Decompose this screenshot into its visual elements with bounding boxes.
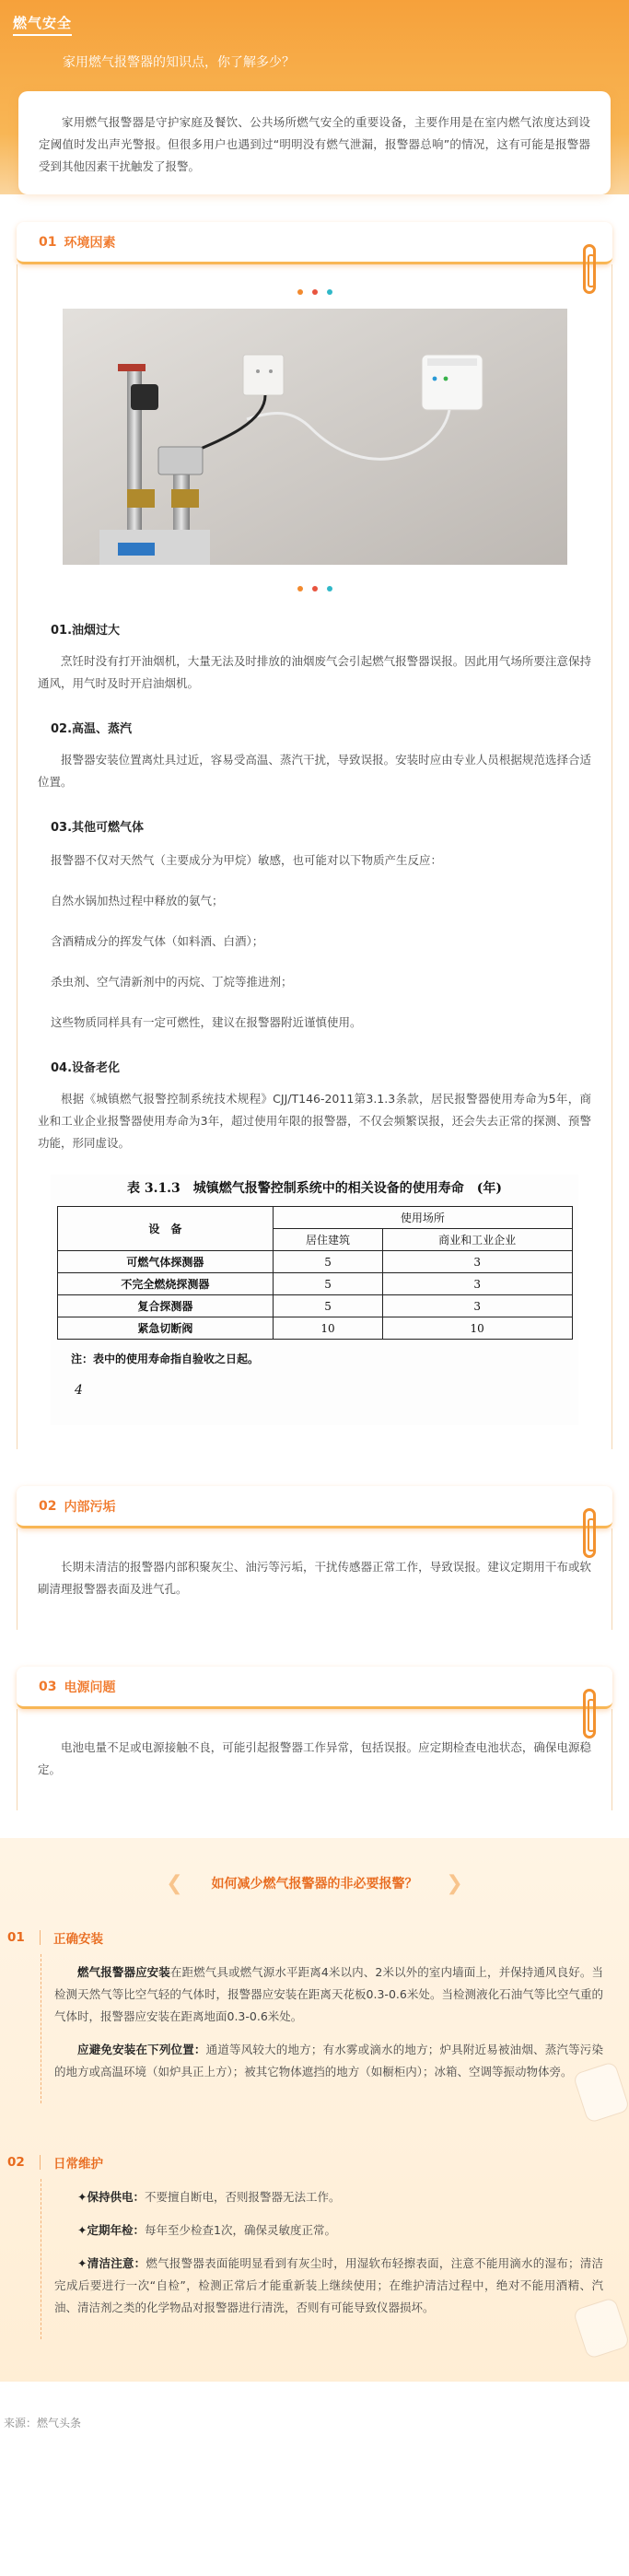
tip-body xyxy=(41,1954,612,2103)
table-header-biz: 商业和工业企业 xyxy=(382,1229,572,1251)
table-title: 表 3.1.3 城镇燃气报警控制系统中的相关设备的使用寿命 (年) xyxy=(126,1181,503,1196)
dots-divider xyxy=(38,283,591,299)
paragraph-heat-steam: 报警器安装位置离灶具过近，容易受高温、蒸汽干扰，导致误报。安装时应由专业人员根据规范选择合适位置。 xyxy=(38,753,591,789)
tip-paragraph xyxy=(54,2039,603,2083)
table-row xyxy=(57,1295,572,1317)
paragraph-aging: 根据《城镇燃气报警控制系统技术规程》CJJ/T146-2011第3.1.3条款，居民报警器使用寿命为5年，商业和工业企业报警器使用寿命为3年，超过使用年限的报警器，不仅会频繁误报，还会失去正常的探测、预警功能，形同虚设。 xyxy=(38,1092,591,1150)
table-cell: 3 xyxy=(382,1295,572,1317)
subheading-aging: 04.设备老化 xyxy=(51,1061,121,1075)
tip-paragraph xyxy=(54,2186,603,2208)
tip-text: 不要擅自断电，否则报警器无法工作。 xyxy=(144,2190,341,2204)
gas-list-item: 杀虫剂、空气清新剂中的丙烷、丁烷等推进剂； xyxy=(51,975,293,989)
table-note: 注：表中的使用寿命指自验收之日起。 xyxy=(71,1352,260,1365)
tip-bold-lead: 应避免安装在下列位置： xyxy=(77,2043,206,2056)
gas-list-item: 这些物质同样具有一定可燃性，建议在报警器附近谨慎使用。 xyxy=(51,1015,362,1029)
tip-text: 在距燃气具或燃气源水平距离4米以内、2米以外的室内墙面上，并保持通风良好。当检测天然气等比空气轻的气体时，报警器应安装在距离天花板0.3-0.6米处。当检测液化石油气等比空气重的气体时，报警器应安装在距离地面0.3-0.6米处。 xyxy=(54,1965,603,2023)
tip-paragraph xyxy=(54,2253,603,2319)
tip-title: 日常维护 xyxy=(53,2157,103,2172)
category-tag: 燃气安全 xyxy=(13,13,72,36)
subheading-other-gases: 03.其他可燃气体 xyxy=(51,821,145,835)
tip-install xyxy=(0,1921,629,2127)
section-number: 02 xyxy=(39,1498,57,1514)
table-header-device: 设 备 xyxy=(57,1207,274,1251)
tip-bold-lead: ✦清洁注意： xyxy=(77,2256,146,2270)
table-cell: 紧急切断阀 xyxy=(57,1317,274,1340)
photo-illustration xyxy=(63,309,567,565)
section-body-power xyxy=(17,1709,612,1810)
table-cell: 5 xyxy=(274,1295,383,1317)
paragraph-power: 电池电量不足或电源接触不良，可能引起报警器工作异常，包括误报。应定期检查电池状态，确保电源稳定。 xyxy=(38,1740,591,1776)
tips-title-row xyxy=(0,1866,629,1903)
dots-divider xyxy=(38,580,591,596)
table-header-group: 使用场所 xyxy=(274,1207,572,1229)
section-title: 环境因素 xyxy=(64,235,116,251)
table-cell: 3 xyxy=(382,1251,572,1273)
section-title: 电源问题 xyxy=(64,1680,116,1695)
header-banner xyxy=(0,0,629,222)
table-cell: 5 xyxy=(274,1251,383,1273)
paragraph-dirt: 长期未清洁的报警器内部积聚灰尘、油污等污垢，干扰传感器正常工作，导致误报。建议定期用干布或软刷清理报警器表面及进气孔。 xyxy=(38,1560,591,1596)
section-power xyxy=(0,1667,629,1810)
tips-title: 如何减少燃气报警器的非必要报警？ xyxy=(211,1877,418,1891)
tip-bold-lead: 燃气报警器应安装 xyxy=(77,1965,170,1979)
section-number: 01 xyxy=(39,234,57,250)
tip-title: 正确安装 xyxy=(53,1932,103,1947)
paragraph-oil-smoke: 烹饪时没有打开油烟机，大量无法及时排放的油烟废气会引起燃气报警器误报。因此用气场所要注意保持通风，用气时及时开启油烟机。 xyxy=(38,654,591,690)
tip-header xyxy=(0,2146,612,2179)
section-header-power xyxy=(17,1667,612,1709)
table-cell: 可燃气体探测器 xyxy=(57,1251,274,1273)
table-cell: 5 xyxy=(274,1273,383,1295)
table-cell: 3 xyxy=(382,1273,572,1295)
table-header-home: 居住建筑 xyxy=(274,1229,383,1251)
table-row xyxy=(57,1251,572,1273)
lifespan-table xyxy=(57,1206,573,1340)
article-subtitle: 家用燃气报警器的知识点，你了解多少？ xyxy=(63,55,295,70)
alarm-photo xyxy=(63,309,567,565)
tip-number: 01 xyxy=(0,1930,41,1945)
tip-bold-lead: ✦保持供电： xyxy=(77,2190,145,2204)
table-row xyxy=(57,1317,572,1340)
article-source: 来源：燃气头条 xyxy=(4,2417,82,2430)
section-header-environment xyxy=(17,222,612,264)
section-title: 内部污垢 xyxy=(64,1499,116,1515)
section-number: 03 xyxy=(39,1679,57,1694)
section-dirt xyxy=(0,1486,629,1630)
lifespan-table-image xyxy=(51,1175,578,1425)
chevron-left-icon: ❮ xyxy=(166,1872,183,1895)
tip-paragraph xyxy=(54,1961,603,2028)
tip-body xyxy=(41,2179,612,2339)
tip-number: 02 xyxy=(0,2155,41,2170)
paragraph-other-gases: 报警器不仅对天然气（主要成分为甲烷）敏感，也可能对以下物质产生反应： xyxy=(51,853,443,867)
subheading-oil-smoke: 01.油烟过大 xyxy=(51,624,121,638)
tip-bold-lead: ✦定期年检： xyxy=(77,2223,145,2237)
table-cell: 复合探测器 xyxy=(57,1295,274,1317)
clip-icon xyxy=(583,1689,596,1739)
chevron-right-icon: ❯ xyxy=(446,1872,463,1895)
clip-icon xyxy=(583,244,596,294)
tip-maintain xyxy=(0,2146,629,2363)
section-header-dirt xyxy=(17,1486,612,1528)
tip-header xyxy=(0,1921,612,1954)
table-cell: 10 xyxy=(274,1317,383,1340)
tip-text: 燃气报警器表面能明显看到有灰尘时，用湿软布轻擦表面，注意不能用滴水的湿布；清洁完成后要进行一次“自检”，检测正常后才能重新装上继续使用；在维护清洁过程中，绝对不能用酒精、汽油、清洁剂之类的化学物品对报警器进行清洗，否则有可能导致仪器损坏。 xyxy=(54,2256,603,2314)
section-body-dirt xyxy=(17,1528,612,1630)
tip-paragraph xyxy=(54,2219,603,2242)
section-environment xyxy=(0,222,629,1449)
table-cell: 不完全燃烧探测器 xyxy=(57,1273,274,1295)
section-body-environment xyxy=(17,264,612,1449)
subheading-heat-steam: 02.高温、蒸汽 xyxy=(51,722,133,736)
clip-icon xyxy=(583,1508,596,1558)
tips-block xyxy=(0,1838,629,2382)
gas-list-item: 自然水锅加热过程中释放的氨气； xyxy=(51,894,224,907)
table-cell: 10 xyxy=(382,1317,572,1340)
tip-text: 每年至少检查1次，确保灵敏度正常。 xyxy=(144,2223,336,2237)
gas-list-item: 含酒精成分的挥发气体（如料酒、白酒）； xyxy=(51,934,264,948)
intro-card xyxy=(18,91,611,194)
table-page-number: 4 xyxy=(75,1383,83,1398)
intro-paragraph: 家用燃气报警器是守护家庭及餐饮、公共场所燃气安全的重要设备，主要作用是在室内燃气浓度达到设定阈值时发出声光警报。但很多用户也遇到过“明明没有燃气泄漏，报警器总响”的情况，这有可能是报警器受到其他因素干扰触发了报警。 xyxy=(39,115,590,173)
table-row xyxy=(57,1273,572,1295)
tip-text: 通道等风较大的地方；有水雾或滴水的地方；炉具附近易被油烟、蒸汽等污染的地方或高温环境（如炉具正上方）；被其它物体遮挡的地方（如橱柜内）；冰箱、空调等振动物体旁。 xyxy=(54,2043,603,2078)
